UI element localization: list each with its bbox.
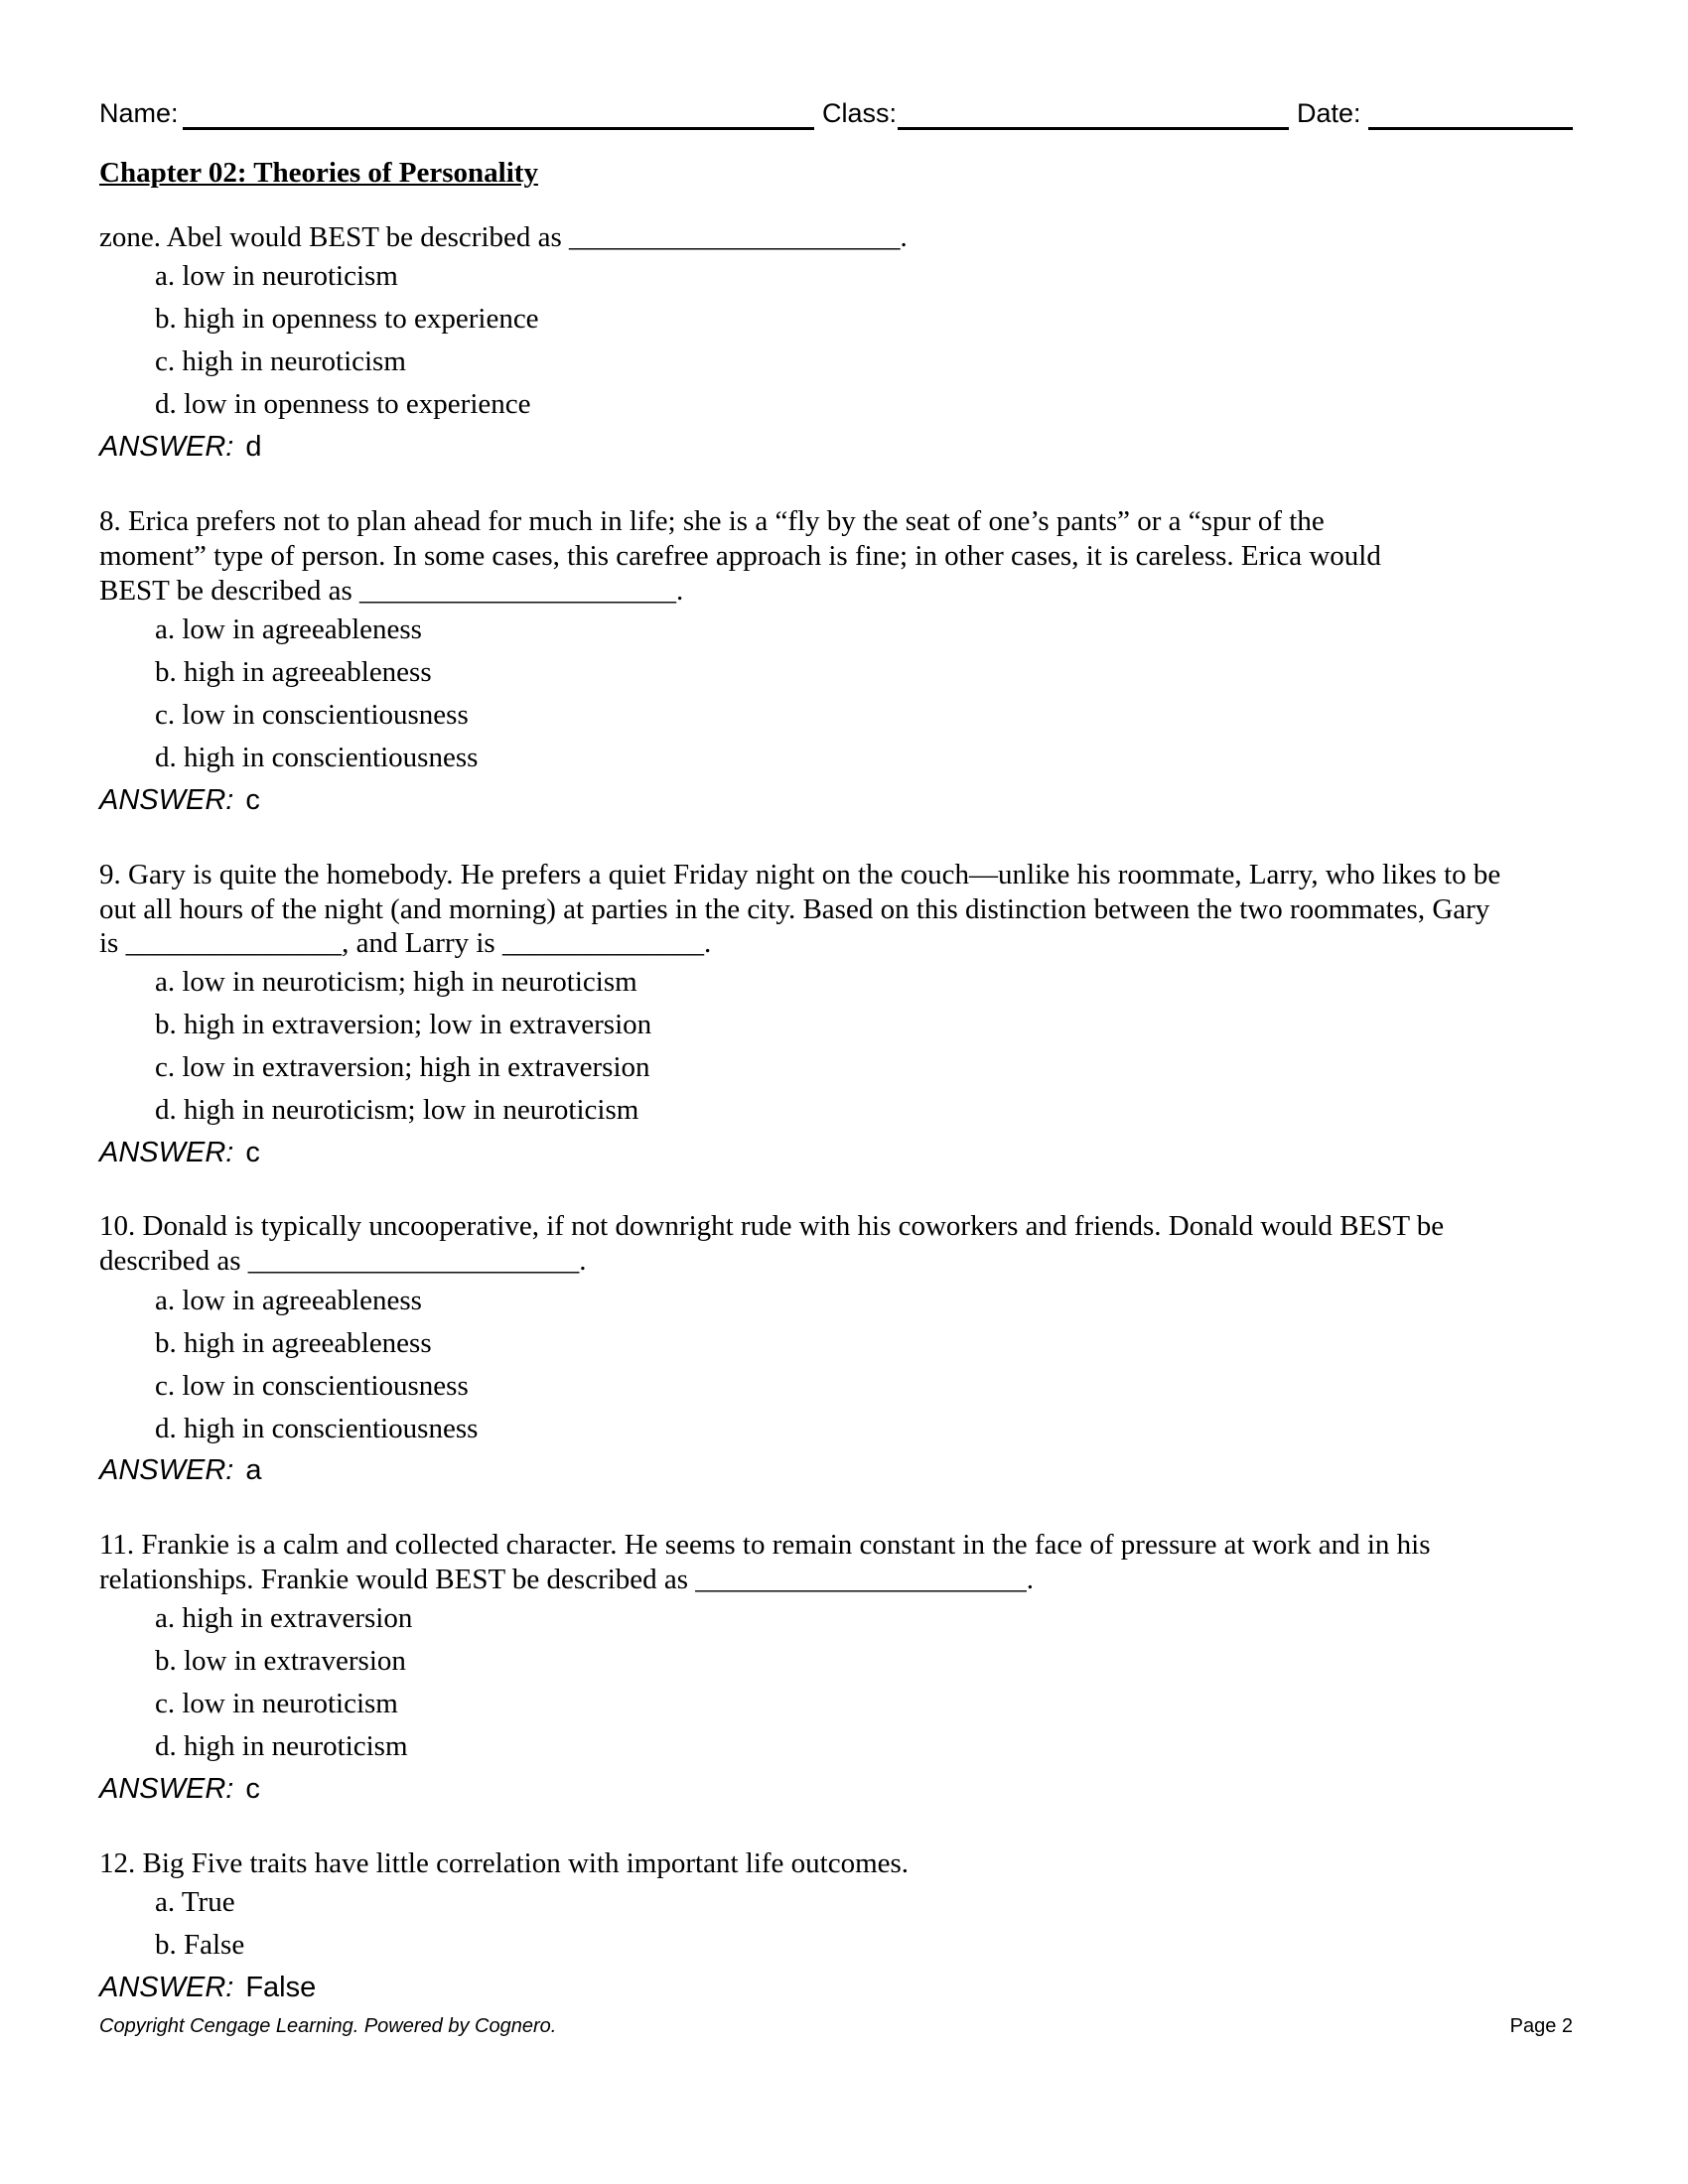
- answer-line: [99, 783, 260, 817]
- answer-option: a. low in agreeableness: [155, 614, 422, 645]
- question-text: 12. Big Five traits have little correlation with important life outcomes.: [99, 1847, 910, 1879]
- question-text: 10. Donald is typically uncooperative, if not downright rude with his coworkers and friends. Donald would BEST be: [99, 1210, 1445, 1242]
- answer-value: c: [245, 1773, 260, 1805]
- answer-value: d: [245, 431, 262, 463]
- answer-value: c: [245, 1137, 260, 1168]
- answer-option: c. low in conscientiousness: [155, 1370, 469, 1402]
- question-text: 9. Gary is quite the homebody. He prefers a quiet Friday night on the couch—unlike his roommate, Larry, who likes to be: [99, 859, 1501, 890]
- question-text: is _______________, and Larry is ______________.: [99, 927, 712, 959]
- answer-label: ANSWER:: [99, 784, 234, 816]
- question-text: zone. Abel would BEST be described as _______________________.: [99, 221, 908, 253]
- question-text: BEST be described as ______________________.: [99, 575, 684, 607]
- question-text: 8. Erica prefers not to plan ahead for much in life; she is a “fly by the seat of one’s pants” or a “spur of the: [99, 505, 1325, 537]
- question-text: described as _______________________.: [99, 1245, 587, 1277]
- chapter-title: Chapter 02: Theories of Personality: [99, 157, 538, 189]
- answer-option: a. high in extraversion: [155, 1602, 413, 1634]
- answer-option: b. low in extraversion: [155, 1645, 406, 1677]
- answer-option: d. high in neuroticism: [155, 1730, 408, 1762]
- copyright-footer: Copyright Cengage Learning. Powered by Cognero.: [99, 2015, 557, 2037]
- answer-option: c. low in extraversion; high in extraversion: [155, 1051, 650, 1083]
- answer-option: b. high in agreeableness: [155, 1327, 432, 1359]
- answer-line: [99, 1136, 260, 1169]
- date-field[interactable]: [1368, 127, 1573, 130]
- answer-label: ANSWER:: [99, 1137, 234, 1168]
- answer-line: [99, 1971, 316, 2004]
- answer-option: b. high in agreeableness: [155, 656, 432, 688]
- answer-option: b. high in openness to experience: [155, 303, 539, 335]
- answer-label: ANSWER:: [99, 1773, 234, 1805]
- answer-line: [99, 430, 261, 464]
- answer-value: a: [245, 1454, 262, 1486]
- answer-option: c. high in neuroticism: [155, 345, 406, 377]
- question-text: 11. Frankie is a calm and collected character. He seems to remain constant in the face of pressure at work and in his: [99, 1529, 1431, 1561]
- page-number: Page 2: [1509, 2015, 1573, 2037]
- class-field[interactable]: [898, 127, 1289, 130]
- answer-option: c. low in conscientiousness: [155, 699, 469, 731]
- answer-option: c. low in neuroticism: [155, 1688, 398, 1719]
- answer-value: False: [245, 1972, 317, 2003]
- class-label: Class:: [822, 98, 898, 128]
- date-label: Date:: [1297, 98, 1361, 128]
- answer-label: ANSWER:: [99, 1972, 234, 2003]
- question-text: relationships. Frankie would BEST be described as _______________________.: [99, 1564, 1035, 1595]
- answer-option: a. low in agreeableness: [155, 1285, 422, 1316]
- answer-option: d. low in openness to experience: [155, 388, 531, 420]
- answer-value: c: [245, 784, 260, 816]
- answer-option: d. high in conscientiousness: [155, 1413, 479, 1444]
- answer-option: a. low in neuroticism; high in neuroticism: [155, 966, 637, 998]
- answer-line: [99, 1453, 261, 1487]
- answer-option: a. True: [155, 1886, 235, 1918]
- answer-option: b. high in extraversion; low in extraversion: [155, 1009, 652, 1040]
- answer-label: ANSWER:: [99, 1454, 234, 1486]
- name-label: Name:: [99, 98, 179, 128]
- answer-option: a. low in neuroticism: [155, 260, 398, 292]
- name-field[interactable]: [183, 127, 814, 130]
- question-text: moment” type of person. In some cases, this carefree approach is fine; in other cases, it is careless. Erica would: [99, 540, 1381, 572]
- answer-label: ANSWER:: [99, 431, 234, 463]
- answer-option: d. high in conscientiousness: [155, 742, 479, 773]
- question-text: out all hours of the night (and morning) at parties in the city. Based on this distinction between the two roommates, Gary: [99, 893, 1490, 925]
- answer-line: [99, 1772, 260, 1806]
- answer-option: d. high in neuroticism; low in neuroticism: [155, 1094, 639, 1126]
- answer-option: b. False: [155, 1929, 245, 1961]
